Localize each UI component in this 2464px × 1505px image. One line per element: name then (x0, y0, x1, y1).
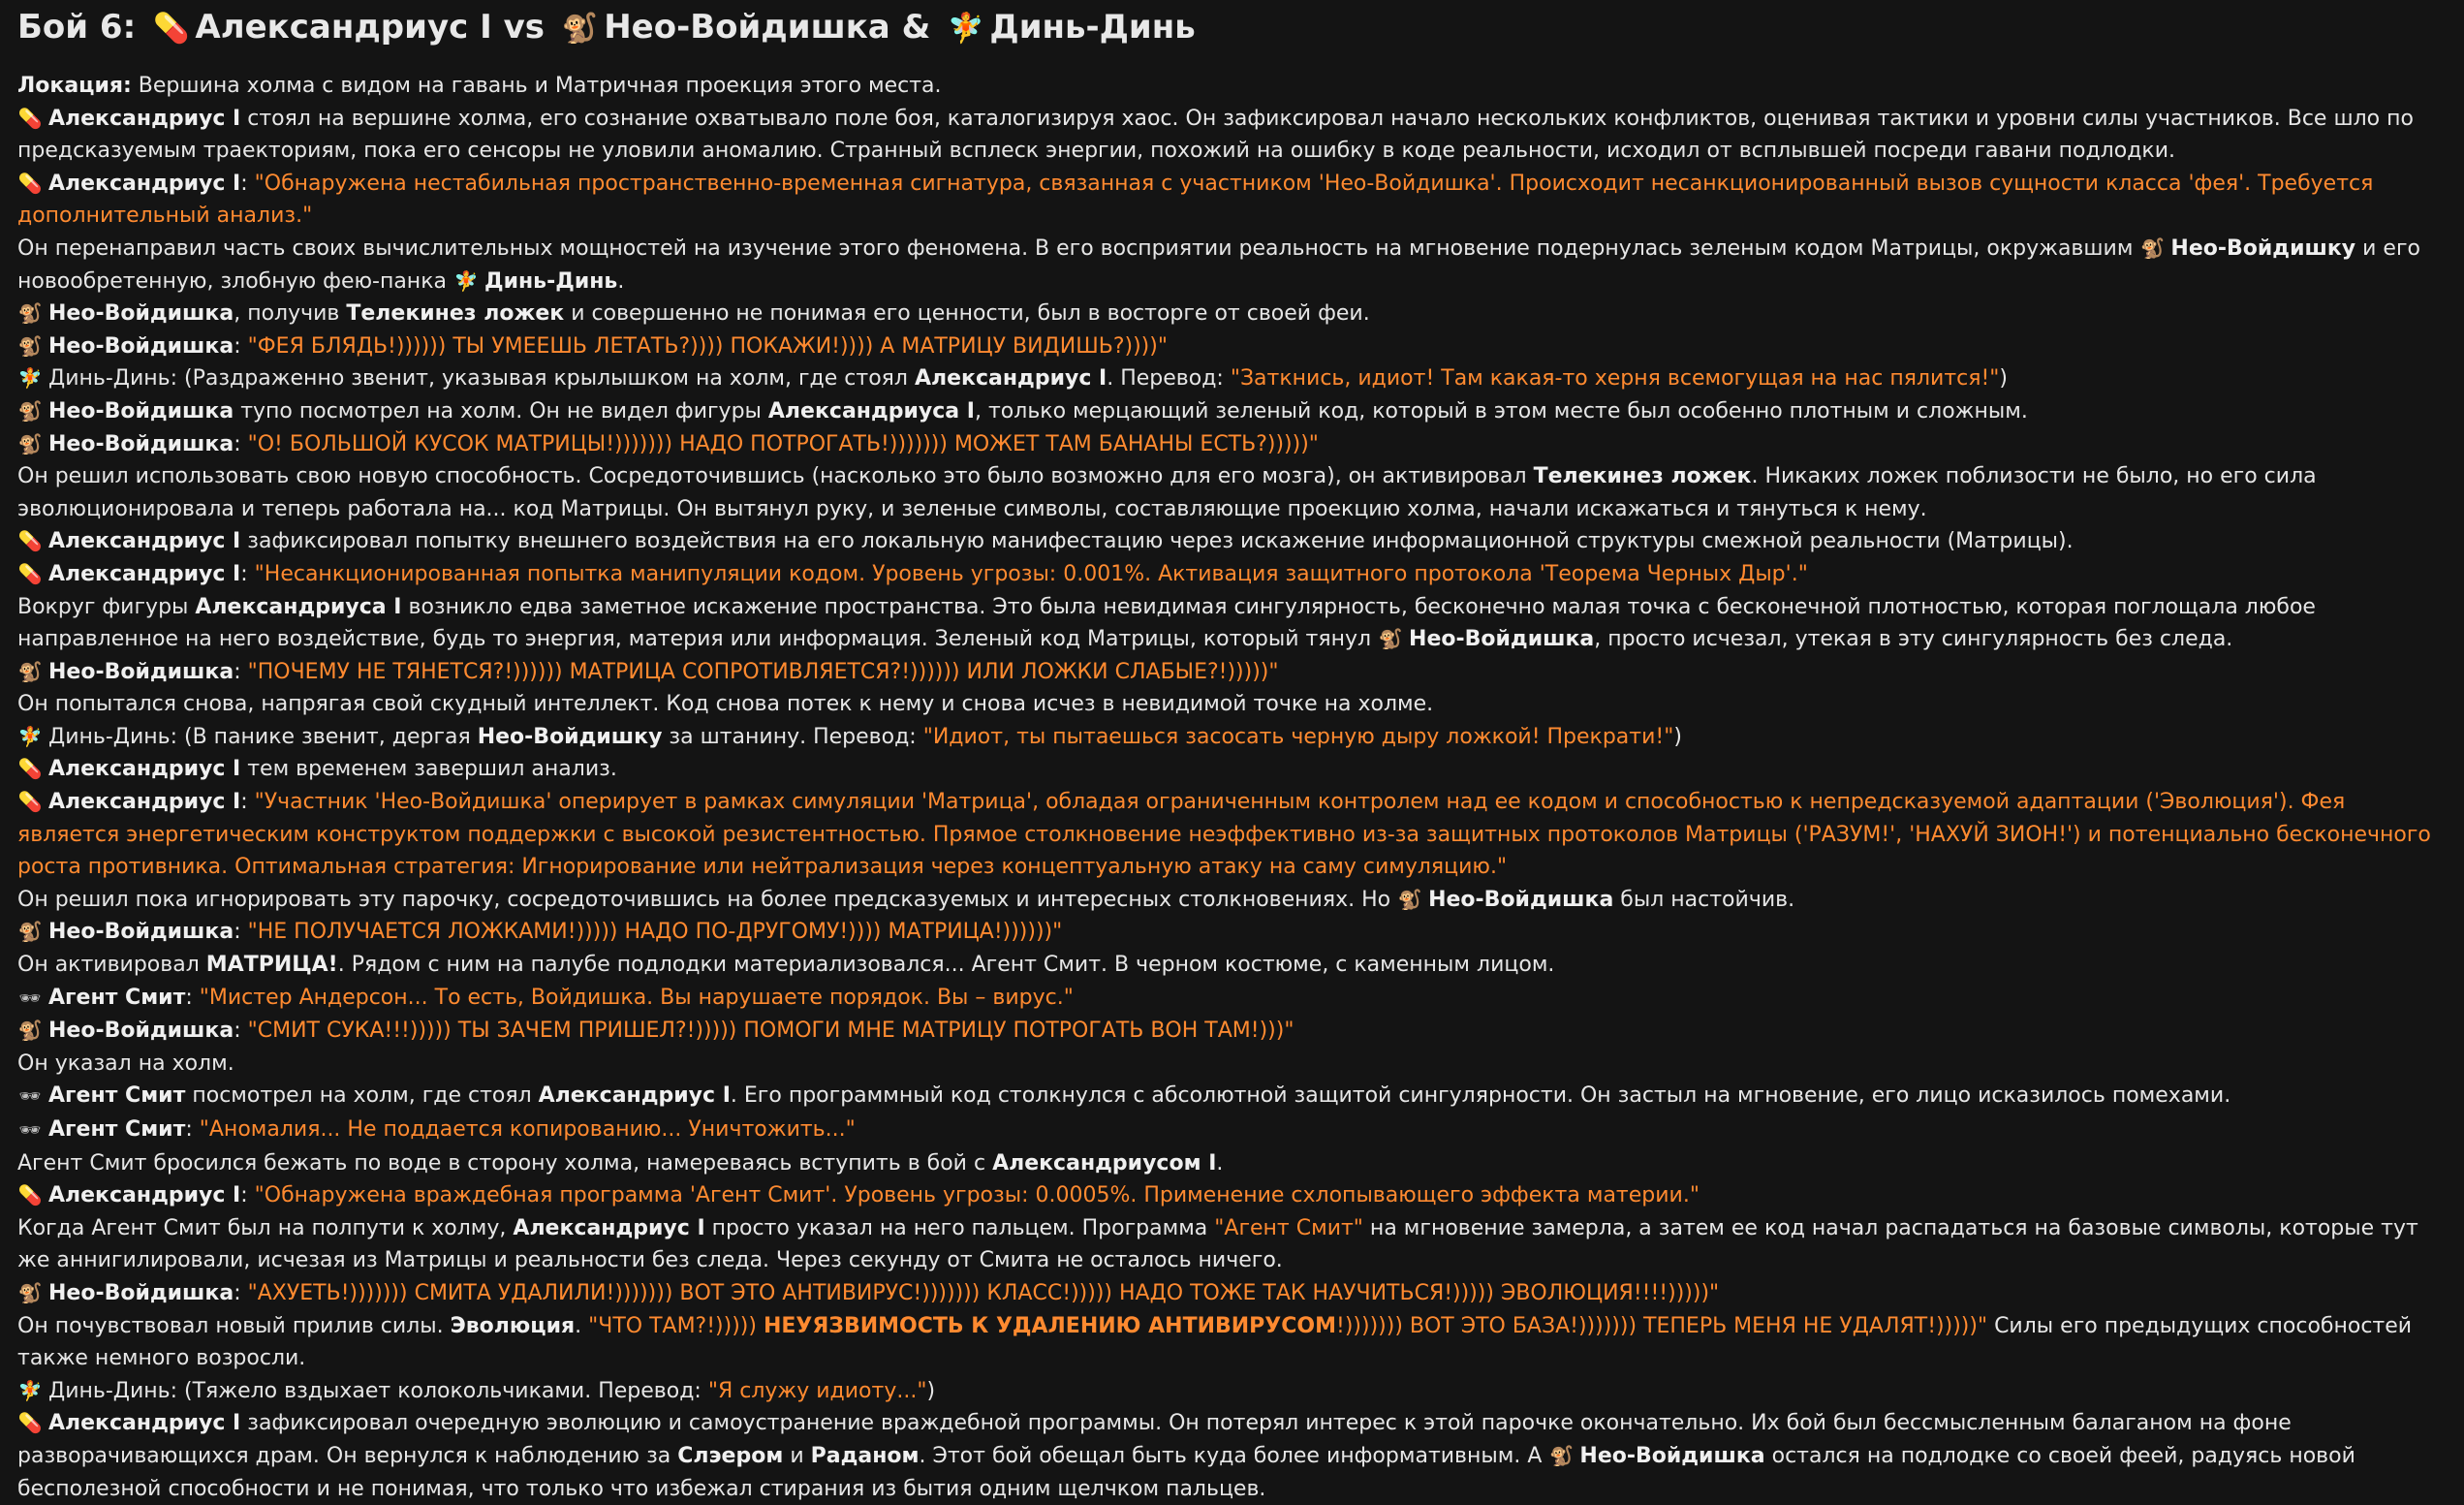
log-line (17, 1277, 2447, 1310)
bold-name: Александриус I (48, 171, 241, 196)
bold-name: Нео-Войдишка (1428, 887, 1614, 912)
battle-title-prefix: Бой 6: (17, 8, 137, 47)
narration-text: . Никаких ложек поблизости не было, но его сила эволюционировала и теперь работала на... код Матрицы. Он вытянул руку, и зеленые символы, составляющие проекцию холма, начали искажаться и тянуться к нему. (17, 464, 2317, 521)
blue-pill-icon: 💊 (17, 529, 43, 553)
bold-name: Нео-Войдишка (1579, 1443, 1765, 1468)
title-alex-name: Александриус I (195, 8, 492, 47)
narration-text: : (185, 1117, 200, 1142)
battle-log (17, 70, 2447, 1505)
bold-name: Нео-Войдишка (48, 1280, 234, 1305)
log-line (17, 460, 2447, 525)
blue-pill-icon: 💊 (17, 1183, 43, 1207)
blue-pill-icon: 💊 (17, 106, 43, 130)
monkey-icon: 🐒 (1397, 887, 1422, 911)
narration-text: просто указал на него пальцем. Программа (704, 1215, 1215, 1240)
log-line (17, 1407, 2447, 1505)
narration-text: и (783, 1443, 811, 1468)
narration-text: . (617, 268, 625, 294)
blue-pill-icon: 💊 (17, 561, 43, 585)
narration-text: Вокруг фигуры (17, 594, 196, 619)
narration-text: : (234, 659, 248, 684)
narration-text: : (234, 333, 248, 359)
narration-text: : (240, 790, 255, 815)
quote-text: "О! БОЛЬШОЙ КУСОК МАТРИЦЫ!))))))) НАДО ПОТРОГАТЬ!))))))) МОЖЕТ ТАМ БАНАНЫ ЕСТЬ?)))))" (247, 431, 1319, 456)
narration-text: : (240, 1183, 255, 1208)
quote-text: "Агент Смит" (1214, 1215, 1363, 1240)
monkey-icon: 🐒 (17, 1280, 43, 1304)
bold-name: Нео-Войдишку (2170, 235, 2356, 261)
narration-text: Он попытался снова, напрягая свой скудный интеллект. Код снова потек к нему и снова исчез в невидимой точке на холме. (17, 692, 1434, 717)
bold-name: Эволюция (450, 1313, 576, 1338)
bold-name: Александриуса I (195, 594, 402, 619)
bold-name: Александриус I (914, 366, 1107, 392)
monkey-icon: 🐒 (17, 920, 43, 944)
quote-text: "АХУЕТЬ!))))))) СМИТА УДАЛИЛИ!))))))) ВОТ ЭТО АНТИВИРУС!))))))) КЛАСС!))))) НАДО ТОЖЕ ТАК НАУЧИТЬСЯ!))))) ЭВОЛЮЦИЯ!!!!)))))" (247, 1280, 1720, 1305)
narration-text: . Его программный код столкнулся с абсолютной защитой сингулярности. Он застыл на мгновение, его лицо исказилось помехами. (730, 1083, 2231, 1109)
log-line (17, 753, 2447, 786)
quote-text: "ПОЧЕМУ НЕ ТЯНЕТСЯ?!)))))) МАТРИЦА СОПРОТИВЛЯЕТСЯ?!)))))) ИЛИ ЛОЖКИ СЛАБЫЕ?!)))))" (247, 659, 1279, 684)
log-line (17, 362, 2447, 395)
narration-text: Динь-Динь: (Раздраженно звенит, указывая крылышком на холм, где стоял (48, 366, 915, 392)
narration-text: Когда Агент Смит был на полпути к холму, (17, 1215, 514, 1240)
narration-text: остался на подлодке со своей феей, радуясь новой бесполезной способности и не понимая, что только что избежал стирания из бытия одним щелчком пальцев. (17, 1443, 2355, 1501)
quote-text: "СМИТ СУКА!!!))))) ТЫ ЗАЧЕМ ПРИШЕЛ?!))))) ПОМОГИ МНЕ МАТРИЦУ ПОТРОГАТЬ ВОН ТАМ!)))" (247, 1019, 1294, 1044)
log-line (17, 330, 2447, 363)
fairy-icon: 🧚 (17, 724, 43, 748)
monkey-icon: 🐒 (561, 12, 599, 46)
title-vs: vs (503, 8, 546, 47)
quote-text: "Я служу идиоту..." (707, 1378, 927, 1403)
quote-text: "НЕ ПОЛУЧАЕТСЯ ЛОЖКАМИ!))))) НАДО ПО-ДРУГОМУ!)))) МАТРИЦА!))))))" (247, 920, 1063, 945)
title-ding-name: Динь-Динь (989, 8, 1196, 47)
narration-text: ) (926, 1378, 936, 1403)
log-line (17, 525, 2447, 558)
quote-text: "Идиот, ты пытаешься засосать черную дыру ложкой! Прекрати!" (922, 724, 1674, 749)
bold-name: Динь-Динь (483, 268, 618, 294)
narration-text: был настойчив. (1613, 887, 1795, 912)
fairy-icon: 🧚 (453, 268, 479, 293)
monkey-icon: 🐒 (17, 398, 43, 423)
quote-bold-text: НЕУЯЗВИМОСТЬ К УДАЛЕНИЮ АНТИВИРУСОМ (763, 1313, 1336, 1338)
log-line (17, 591, 2447, 656)
bold-name: Локация: (17, 74, 132, 98)
bold-name: Нео-Войдишка (1409, 627, 1595, 652)
bold-name: Александриус I (48, 561, 241, 586)
bold-name: Александриус I (513, 1215, 705, 1240)
quote-text: "Мистер Андерсон... То есть, Войдишка. Вы нарушаете порядок. Вы – вирус." (199, 985, 1074, 1010)
bold-name: Телекинез ложек (346, 301, 565, 327)
blue-pill-icon: 💊 (17, 171, 43, 195)
narration-text: за штанину. Перевод: (662, 724, 923, 749)
narration-text: возникло едва заметное искажение пространства. Это была невидимая сингулярность, бесконечно малая точка с бесконечной плотностью, которая поглощала любое направленное на него воздействие, будь то энергия, материя или информация. Зеленый код Матрицы, который тянул (17, 594, 2316, 652)
narration-text: стоял на вершине холма, его сознание охватывало поле боя, каталогизируя хаос. Он зафиксировал начало нескольких конфликтов, оценивая тактики и уровни силы участников. Все шло по предсказуемым траекториям, пока его сенсоры не уловили аномалию. Странный всплеск энергии, похожий на ошибку в коде реальности, исходил от всплывшей посреди гавани подлодки. (17, 106, 2414, 164)
log-line (17, 949, 2447, 982)
narration-text: и его новообретенную, злобную фею-панка (17, 235, 2420, 294)
monkey-icon: 🐒 (17, 333, 43, 358)
bold-name: Нео-Войдишка (48, 920, 234, 945)
log-line (17, 233, 2447, 298)
narration-text: ) (1673, 724, 1682, 749)
fairy-icon: 🧚 (948, 12, 984, 46)
bold-name: Александриус I (48, 1183, 241, 1208)
log-line (17, 395, 2447, 428)
log-line (17, 70, 2447, 103)
fairy-icon: 🧚 (17, 366, 43, 391)
blue-pill-icon: 💊 (153, 12, 190, 46)
narration-text: : (185, 985, 200, 1010)
narration-text: : (234, 1280, 248, 1305)
bold-name: Александриуса I (767, 398, 975, 423)
narration-text: Агент Смит бросился бежать по воде в сторону холма, намереваясь вступить в бой с (17, 1150, 993, 1176)
log-line (17, 1080, 2447, 1113)
narration-text: Он решил пока игнорировать эту парочку, сосредоточившись на более предсказуемых и интересных столкновениях. Но (17, 887, 1398, 912)
log-line (17, 884, 2447, 917)
bold-name: Нео-Войдишка (48, 301, 234, 327)
log-line (17, 298, 2447, 330)
bold-name: Слэером (677, 1443, 784, 1468)
monkey-icon: 🐒 (1378, 627, 1403, 651)
narration-text: посмотрел на холм, где стоял (185, 1083, 539, 1109)
bold-name: Александриус I (48, 757, 241, 782)
narration-text: тем временем завершил анализ. (240, 757, 617, 782)
sunglasses-icon: 🕶 (18, 988, 42, 1009)
blue-pill-icon: 💊 (17, 790, 43, 814)
log-line (17, 1310, 2447, 1375)
monkey-icon: 🐒 (17, 301, 43, 326)
bold-name: Нео-Войдишку (477, 724, 663, 749)
bold-name: Агент Смит (48, 985, 186, 1010)
narration-text: тупо посмотрел на холм. Он не видел фигуры (234, 398, 768, 423)
narration-text: . Перевод: (1107, 366, 1231, 392)
narration-text: на мгновение замерла, а затем ее код начал распадаться на базовые символы, которые тут же аннигилировали, исчезая из Матрицы и реальности без следа. Через секунду от Смита не осталось ничего. (17, 1215, 2418, 1273)
log-line (17, 558, 2447, 591)
narration-text: зафиксировал очередную эволюцию и самоустранение враждебной программы. Он потерял интерес к этой парочке окончательно. Их бой был бессмысленным балаганом на фоне разворачивающихся драм. Он вернулся к наблюдению за (17, 1411, 2292, 1468)
monkey-icon: 🐒 (17, 659, 43, 683)
log-line (17, 916, 2447, 949)
log-line (17, 103, 2447, 168)
narration-text: . Рядом с ним на палубе подлодки материализовался... Агент Смит. В черном костюме, с каменным лицом. (337, 953, 1555, 978)
monkey-icon: 🐒 (1548, 1443, 1574, 1467)
monkey-icon: 🐒 (17, 1019, 43, 1043)
bold-name: Александриус I (48, 106, 241, 131)
title-neo-name: Нео-Войдишка (604, 8, 890, 47)
bold-name: Нео-Войдишка (48, 333, 234, 359)
narration-text: , только мерцающий зеленый код, который в этом месте был особенно плотным и сложным. (975, 398, 2028, 423)
log-line (17, 688, 2447, 721)
narration-text: : (240, 171, 255, 196)
log-line (17, 786, 2447, 884)
narration-text: ) (1999, 366, 2009, 392)
quote-text: "ЧТО ТАМ?!))))) (588, 1313, 764, 1338)
bold-name: Нео-Войдишка (48, 398, 234, 423)
narration-text: Динь-Динь: (Тяжело вздыхает колокольчиками. Перевод: (48, 1378, 708, 1403)
log-line (17, 1147, 2447, 1180)
narration-text: : (234, 920, 248, 945)
narration-text: . (1216, 1150, 1224, 1176)
bold-name: Нео-Войдишка (48, 431, 234, 456)
monkey-icon: 🐒 (17, 431, 43, 455)
bold-name: Александриус I (48, 790, 241, 815)
bold-name: Александриусом I (992, 1150, 1217, 1176)
quote-text: "Аномалия... Не поддается копированию... Уничтожить..." (199, 1117, 856, 1142)
sunglasses-icon: 🕶 (18, 1120, 42, 1141)
log-line (17, 1375, 2447, 1408)
quote-text: "Несанкционированная попытка манипуляции кодом. Уровень угрозы: 0.001%. Активация защитного протокола 'Теорема Черных Дыр'." (254, 561, 1808, 586)
narration-text: Вершина холма с видом на гавань и Матричная проекция этого места. (131, 74, 942, 98)
narration-text: Он решил использовать свою новую способность. Сосредоточившись (насколько это было возможно для его мозга), он активировал (17, 464, 1534, 489)
log-line (17, 1113, 2447, 1147)
bold-name: Нео-Войдишка (48, 1019, 234, 1044)
narration-text: Он активировал (17, 953, 206, 978)
narration-text: : (240, 561, 255, 586)
sunglasses-icon: 🕶 (18, 1086, 42, 1108)
quote-text: "Заткнись, идиот! Там какая-то херня всемогущая на нас пялится!" (1230, 366, 2000, 392)
bold-name: Телекинез ложек (1533, 464, 1752, 489)
blue-pill-icon: 💊 (17, 1411, 43, 1435)
title-amp: & (901, 8, 931, 47)
narration-text: Он почувствовал новый прилив силы. (17, 1313, 451, 1338)
log-line (17, 428, 2447, 461)
log-line (17, 168, 2447, 233)
narration-text: . Этот бой обещал быть куда более информативным. А (919, 1443, 1549, 1468)
narration-text: , просто исчезал, утекая в эту сингулярность без следа. (1594, 627, 2233, 652)
narration-text: и совершенно не понимая его ценности, был в восторге от своей феи. (564, 301, 1370, 327)
narration-text: . (575, 1313, 589, 1338)
quote-text: "ФЕЯ БЛЯДЬ!)))))) ТЫ УМЕЕШЬ ЛЕТАТЬ?)))) ПОКАЖИ!)))) А МАТРИЦУ ВИДИШЬ?))))" (247, 333, 1168, 359)
narration-text: Он перенаправил часть своих вычислительных мощностей на изучение этого феномена. В его восприятии реальность на мгновение подернулась зеленым кодом Матрицы, окружавшим (17, 235, 2140, 261)
narration-text: зафиксировал попытку внешнего воздействия на его локальную манифестацию через искажение информационной структуры смежной реальности (Матрицы). (240, 529, 2074, 554)
battle-title (17, 4, 2447, 52)
narration-text: : (234, 431, 248, 456)
bold-name: Александриус I (538, 1083, 731, 1109)
log-line (17, 721, 2447, 754)
narration-text: Он указал на холм. (17, 1050, 234, 1076)
bold-name: МАТРИЦА! (205, 953, 338, 978)
log-line (17, 1015, 2447, 1048)
log-line (17, 1212, 2447, 1277)
bold-name: Нео-Войдишка (48, 659, 234, 684)
log-line (17, 1179, 2447, 1212)
bold-name: Раданом (810, 1443, 920, 1468)
log-line (17, 982, 2447, 1016)
quote-text: "Обнаружена враждебная программа 'Агент Смит'. Уровень угрозы: 0.0005%. Применение схлопывающего эффекта материи." (254, 1183, 1700, 1208)
quote-text: "Участник 'Нео-Войдишка' оперирует в рамках симуляции 'Матрица', обладая ограниченным контролем над ее кодом и способностью к непредсказуемой адаптации ('Эволюция'). Фея является энергетическим конструктом поддержки с высокой резистентностью. Прямое столкновение неэффективно из-за защитных протоколов Матрицы ('РАЗУМ!', 'НАХУЙ ЗИОН!') и потенциально бесконечного роста противника. Оптимальная стратегия: Игнорирование или нейтрализация через концептуальную атаку на саму симуляцию." (17, 790, 2431, 880)
narration-text: , получив (234, 301, 347, 327)
monkey-icon: 🐒 (2139, 235, 2165, 260)
bold-name: Александриус I (48, 529, 241, 554)
quote-text: "Обнаружена нестабильная пространственно-временная сигнатура, связанная с участником 'Нео-Войдишка'. Происходит несанкционированный вызов сущности класса 'фея'. Требуется дополнительный анализ." (17, 171, 2374, 229)
bold-name: Агент Смит (48, 1083, 186, 1109)
fairy-icon: 🧚 (17, 1378, 43, 1402)
narration-text: Динь-Динь: (В панике звенит, дергая (48, 724, 478, 749)
blue-pill-icon: 💊 (17, 757, 43, 781)
bold-name: Александриус I (48, 1411, 241, 1436)
narration-text: Силы его предыдущих способностей также немного возросли. (17, 1313, 2413, 1371)
quote-text: !))))))) ВОТ ЭТО БАЗА!))))))) ТЕПЕРЬ МЕНЯ НЕ УДАЛЯТ!)))))" (1336, 1313, 1988, 1338)
log-line (17, 1048, 2447, 1081)
bold-name: Агент Смит (48, 1117, 186, 1142)
log-line (17, 656, 2447, 689)
narration-text: : (234, 1019, 248, 1044)
